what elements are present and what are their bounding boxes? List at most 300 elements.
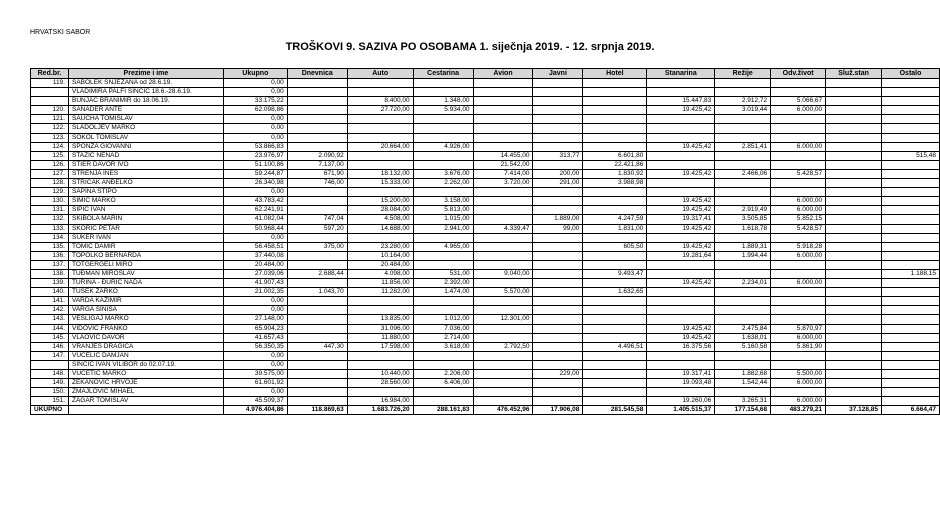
table-cell (347, 306, 413, 315)
table-cell (287, 397, 347, 406)
table-cell: 19.425,42 (647, 206, 715, 215)
table-cell: 16.984,00 (347, 397, 413, 406)
table-cell: 746,00 (287, 179, 347, 188)
table-cell (68, 406, 223, 415)
table-cell: 137. (31, 260, 69, 269)
table-cell (287, 97, 347, 106)
table-cell: 15.200,00 (347, 197, 413, 206)
table-cell (826, 215, 882, 224)
table-cell (473, 106, 533, 115)
table-cell: 20.484,00 (223, 260, 287, 269)
table-cell (473, 206, 533, 215)
table-cell (347, 160, 413, 169)
table-cell (533, 360, 583, 369)
table-row (31, 260, 940, 269)
table-cell: 1.830,92 (583, 169, 647, 178)
table-cell: 6.000,00 (771, 142, 826, 151)
table-cell (771, 160, 826, 169)
table-cell (771, 388, 826, 397)
table-cell: ŠUKER IVAN (68, 233, 223, 242)
table-cell (882, 97, 940, 106)
table-cell: 3.988,98 (583, 179, 647, 188)
table-cell: 22.421,86 (583, 160, 647, 169)
table-cell (533, 251, 583, 260)
table-cell (647, 388, 715, 397)
table-row (31, 97, 940, 106)
table-cell (473, 333, 533, 342)
table-cell (347, 188, 413, 197)
table-row (31, 106, 940, 115)
table-cell: 2.466,06 (715, 169, 771, 178)
table-cell: 19.093,48 (647, 379, 715, 388)
table-cell (826, 169, 882, 178)
table-cell (583, 297, 647, 306)
table-cell (533, 79, 583, 88)
table-cell (413, 133, 473, 142)
table-cell (533, 351, 583, 360)
table-cell: 375,00 (287, 242, 347, 251)
table-cell: 1.618,78 (715, 224, 771, 233)
table-cell: STIER DAVOR IVO (68, 160, 223, 169)
table-cell: 0,00 (223, 360, 287, 369)
column-header: Služ.stan (826, 69, 882, 79)
table-cell (771, 79, 826, 88)
table-cell (882, 388, 940, 397)
table-row (31, 160, 940, 169)
table-cell: 1.405.515,37 (647, 406, 715, 415)
table-cell (882, 370, 940, 379)
table-cell (882, 397, 940, 406)
table-cell (31, 88, 69, 97)
table-cell: 0,00 (223, 124, 287, 133)
table-cell: SOKOL TOMISLAV (68, 133, 223, 142)
table-cell (882, 160, 940, 169)
table-cell (413, 124, 473, 133)
table-cell (473, 279, 533, 288)
table-cell: 8.400,00 (347, 97, 413, 106)
table-cell: 119. (31, 79, 69, 88)
table-cell (533, 188, 583, 197)
table-cell: 5.066,67 (771, 97, 826, 106)
table-cell (771, 269, 826, 278)
table-cell (287, 197, 347, 206)
table-cell (715, 351, 771, 360)
table-cell (347, 351, 413, 360)
table-cell (826, 206, 882, 215)
table-cell (882, 360, 940, 369)
table-cell (287, 260, 347, 269)
table-cell: 1.012,00 (413, 315, 473, 324)
table-cell: 1.994,44 (715, 251, 771, 260)
table-cell: ŠIMIĆ MARKO (68, 197, 223, 206)
table-cell (771, 179, 826, 188)
table-cell (826, 333, 882, 342)
table-cell: 2.392,00 (413, 279, 473, 288)
table-cell (826, 288, 882, 297)
table-cell: 2.941,00 (413, 224, 473, 233)
table-cell: 5.428,57 (771, 224, 826, 233)
table-cell: 125. (31, 151, 69, 160)
table-cell (473, 324, 533, 333)
table-cell: 0,00 (223, 133, 287, 142)
table-cell: 2.919,49 (715, 206, 771, 215)
table-cell (771, 306, 826, 315)
table-cell: 11.880,00 (347, 333, 413, 342)
table-cell: 23.280,00 (347, 242, 413, 251)
table-cell (715, 88, 771, 97)
table-cell: 37.128,85 (826, 406, 882, 415)
table-row (31, 79, 940, 88)
table-cell: 4.339,47 (473, 224, 533, 233)
table-cell (715, 115, 771, 124)
table-cell: 2.688,44 (287, 269, 347, 278)
table-cell: 41.657,43 (223, 333, 287, 342)
table-cell: 21.002,35 (223, 288, 287, 297)
table-cell (473, 242, 533, 251)
column-header: Ostalo (882, 69, 940, 79)
table-cell: SABOLEK SNJEŽANA od 28.6.19. (68, 79, 223, 88)
table-cell (583, 233, 647, 242)
table-cell (826, 297, 882, 306)
table-cell: 151. (31, 397, 69, 406)
table-cell: 19.425,42 (647, 197, 715, 206)
table-cell (287, 115, 347, 124)
table-cell (473, 197, 533, 206)
table-cell (583, 324, 647, 333)
table-cell: 135. (31, 242, 69, 251)
table-row (31, 197, 940, 206)
table-header-row (31, 69, 940, 79)
table-cell: 39.575,00 (223, 370, 287, 379)
table-cell (882, 133, 940, 142)
table-cell: 5.852,15 (771, 215, 826, 224)
table-cell (533, 315, 583, 324)
table-cell: 14.688,00 (347, 224, 413, 233)
table-cell (287, 297, 347, 306)
table-cell (647, 188, 715, 197)
table-cell: 2.851,41 (715, 142, 771, 151)
table-cell: 131. (31, 206, 69, 215)
table-cell: 3.019,44 (715, 106, 771, 115)
table-cell: SLADOLJEV MARKO (68, 124, 223, 133)
table-cell (771, 288, 826, 297)
table-cell: 3.158,00 (413, 197, 473, 206)
table-cell (533, 288, 583, 297)
table-cell: 2.792,50 (473, 342, 533, 351)
table-cell: 19.425,42 (647, 169, 715, 178)
table-cell (473, 88, 533, 97)
table-cell: 149. (31, 379, 69, 388)
table-cell (287, 279, 347, 288)
table-cell (647, 88, 715, 97)
table-row (31, 269, 940, 278)
table-cell (826, 188, 882, 197)
table-cell: 747,04 (287, 215, 347, 224)
table-cell (882, 106, 940, 115)
table-cell (287, 133, 347, 142)
column-header: Režije (715, 69, 771, 79)
column-header: Avion (473, 69, 533, 79)
table-cell: 16.375,56 (647, 342, 715, 351)
table-cell (287, 379, 347, 388)
table-cell (413, 151, 473, 160)
table-cell: 6.000,00 (771, 397, 826, 406)
table-cell: 136. (31, 251, 69, 260)
column-header: Odv.život (771, 69, 826, 79)
table-row (31, 297, 940, 306)
table-cell: 19.317,41 (647, 215, 715, 224)
table-cell (583, 351, 647, 360)
table-cell (287, 388, 347, 397)
table-cell (533, 106, 583, 115)
table-cell: 122. (31, 124, 69, 133)
table-cell: 61.601,92 (223, 379, 287, 388)
table-cell: 17.906,08 (533, 406, 583, 415)
table-cell (771, 351, 826, 360)
table-cell: 1.632,65 (583, 288, 647, 297)
table-row (31, 333, 940, 342)
table-cell (287, 360, 347, 369)
table-cell (647, 124, 715, 133)
table-cell (473, 370, 533, 379)
organization-label: HRVATSKI SABOR (30, 29, 91, 36)
table-cell: 291,00 (533, 179, 583, 188)
table-cell (826, 197, 882, 206)
table-cell: 6.601,80 (583, 151, 647, 160)
table-cell: 62.241,91 (223, 206, 287, 215)
table-cell (533, 379, 583, 388)
table-cell (882, 324, 940, 333)
table-cell (533, 306, 583, 315)
table-cell: 17.598,00 (347, 342, 413, 351)
table-cell: 51.100,86 (223, 160, 287, 169)
table-cell (647, 151, 715, 160)
column-header: Javni (533, 69, 583, 79)
table-cell: TOTGERGELI MIRO (68, 260, 223, 269)
table-row (31, 288, 940, 297)
table-row (31, 324, 940, 333)
table-cell (287, 324, 347, 333)
table-cell (826, 324, 882, 333)
table-cell: 138. (31, 269, 69, 278)
table-cell (583, 260, 647, 269)
table-row (31, 370, 940, 379)
table-cell: 126. (31, 160, 69, 169)
table-cell (882, 251, 940, 260)
table-cell: 41.907,43 (223, 279, 287, 288)
table-cell (413, 297, 473, 306)
table-cell: 132. (31, 215, 69, 224)
table-cell: VIDOVIĆ FRANKO (68, 324, 223, 333)
table-cell: 5.934,00 (413, 106, 473, 115)
table-cell (473, 97, 533, 106)
table-cell: 6.000,00 (771, 106, 826, 115)
table-cell (715, 160, 771, 169)
table-cell (882, 351, 940, 360)
table-cell (287, 142, 347, 151)
table-cell: 5.570,00 (473, 288, 533, 297)
table-row (31, 279, 940, 288)
table-cell: 1.043,70 (287, 288, 347, 297)
table-cell: 28.560,00 (347, 379, 413, 388)
table-cell (715, 233, 771, 242)
table-cell: 15.333,00 (347, 179, 413, 188)
table-cell (583, 79, 647, 88)
table-cell (533, 115, 583, 124)
table-cell: 1.348,00 (413, 97, 473, 106)
table-cell: 150. (31, 388, 69, 397)
table-cell: 288.161,83 (413, 406, 473, 415)
table-cell (771, 233, 826, 242)
table-cell (882, 88, 940, 97)
table-cell (882, 279, 940, 288)
table-cell (647, 179, 715, 188)
table-cell (533, 260, 583, 269)
table-cell: 148. (31, 370, 69, 379)
table-cell (347, 133, 413, 142)
table-cell (583, 279, 647, 288)
table-row (31, 233, 940, 242)
table-cell: 141. (31, 297, 69, 306)
table-cell (473, 351, 533, 360)
table-cell (826, 342, 882, 351)
table-cell (287, 251, 347, 260)
table-cell (533, 88, 583, 97)
table-cell (287, 315, 347, 324)
table-cell: 62.098,86 (223, 106, 287, 115)
table-cell (771, 297, 826, 306)
table-cell (413, 388, 473, 397)
table-cell (347, 151, 413, 160)
table-cell (771, 315, 826, 324)
table-cell (583, 360, 647, 369)
total-row (31, 406, 940, 415)
column-header: Red.br. (31, 69, 69, 79)
table-cell (647, 160, 715, 169)
column-header: Stanarina (647, 69, 715, 79)
table-cell (882, 333, 940, 342)
table-cell: 142. (31, 306, 69, 315)
table-row (31, 242, 940, 251)
column-header: Dnevnica (287, 69, 347, 79)
table-cell (473, 133, 533, 142)
table-cell: 0,00 (223, 233, 287, 242)
table-cell: ŽAGAR TOMISLAV (68, 397, 223, 406)
table-cell: 134. (31, 233, 69, 242)
table-cell (771, 151, 826, 160)
table-cell: 6.000,00 (771, 197, 826, 206)
table-cell (826, 142, 882, 151)
table-cell (882, 179, 940, 188)
table-cell: 2.090,92 (287, 151, 347, 160)
table-cell: 483.279,21 (771, 406, 826, 415)
table-cell: 6.664,47 (882, 406, 940, 415)
table-cell (882, 215, 940, 224)
table-cell: 19.425,42 (647, 224, 715, 233)
table-cell: ŠIPIĆ IVAN (68, 206, 223, 215)
table-cell: 1.542,44 (715, 379, 771, 388)
table-cell: 0,00 (223, 88, 287, 97)
table-cell (533, 133, 583, 142)
table-cell: 19.317,41 (647, 370, 715, 379)
table-cell (882, 79, 940, 88)
table-cell (533, 142, 583, 151)
table-cell (882, 260, 940, 269)
table-cell (413, 115, 473, 124)
table-cell: 37.440,08 (223, 251, 287, 260)
table-cell: 3.720,00 (473, 179, 533, 188)
table-cell: 19.281,64 (647, 251, 715, 260)
table-cell: 1.889,00 (533, 215, 583, 224)
table-cell: 605,50 (583, 242, 647, 251)
table-cell: 129. (31, 188, 69, 197)
table-cell: 65.904,23 (223, 324, 287, 333)
table-cell: 31.096,00 (347, 324, 413, 333)
table-cell: 0,00 (223, 297, 287, 306)
table-cell: 99,00 (533, 224, 583, 233)
table-cell: 19.425,42 (647, 142, 715, 151)
table-cell (882, 297, 940, 306)
table-cell: 2.234,01 (715, 279, 771, 288)
table-cell (882, 142, 940, 151)
table-cell (473, 188, 533, 197)
table-cell: 4.247,59 (583, 215, 647, 224)
table-cell: 597,20 (287, 224, 347, 233)
table-cell: UKUPNO (31, 406, 69, 415)
table-cell: VARDA KAŽIMIR (68, 297, 223, 306)
table-cell (583, 315, 647, 324)
table-cell: 45.509,37 (223, 397, 287, 406)
table-cell (826, 160, 882, 169)
table-cell (533, 233, 583, 242)
column-header: Ukupno (223, 69, 287, 79)
table-cell: TUŠEK ŽARKO (68, 288, 223, 297)
table-cell: 515,48 (882, 151, 940, 160)
table-cell: 120. (31, 106, 69, 115)
table-cell (287, 370, 347, 379)
table-cell (715, 188, 771, 197)
table-cell: 2.262,00 (413, 179, 473, 188)
table-cell (583, 88, 647, 97)
table-cell (647, 288, 715, 297)
table-cell (715, 315, 771, 324)
table-cell (347, 233, 413, 242)
table-cell (826, 279, 882, 288)
table-cell: 20.484,00 (347, 260, 413, 269)
table-cell (826, 88, 882, 97)
table-cell (533, 279, 583, 288)
table-cell: 0,00 (223, 388, 287, 397)
table-cell: VRANJEŠ DRAGICA (68, 342, 223, 351)
table-cell (347, 297, 413, 306)
table-cell (473, 397, 533, 406)
table-cell: 4.976.404,86 (223, 406, 287, 415)
table-cell (882, 306, 940, 315)
table-cell: 146. (31, 342, 69, 351)
table-cell (647, 260, 715, 269)
table-cell (533, 388, 583, 397)
table-cell (826, 315, 882, 324)
table-cell (287, 306, 347, 315)
table-cell (413, 360, 473, 369)
table-cell: 7.137,00 (287, 160, 347, 169)
column-header: Hotel (583, 69, 647, 79)
table-cell (771, 124, 826, 133)
table-cell: 177.154,68 (715, 406, 771, 415)
report-title: TROŠKOVI 9. SAZIVA PO OSOBAMA 1. siječnja 2019. - 12. srpnja 2019. (285, 41, 655, 53)
table-cell: 14.455,00 (473, 151, 533, 160)
table-cell: 143. (31, 315, 69, 324)
